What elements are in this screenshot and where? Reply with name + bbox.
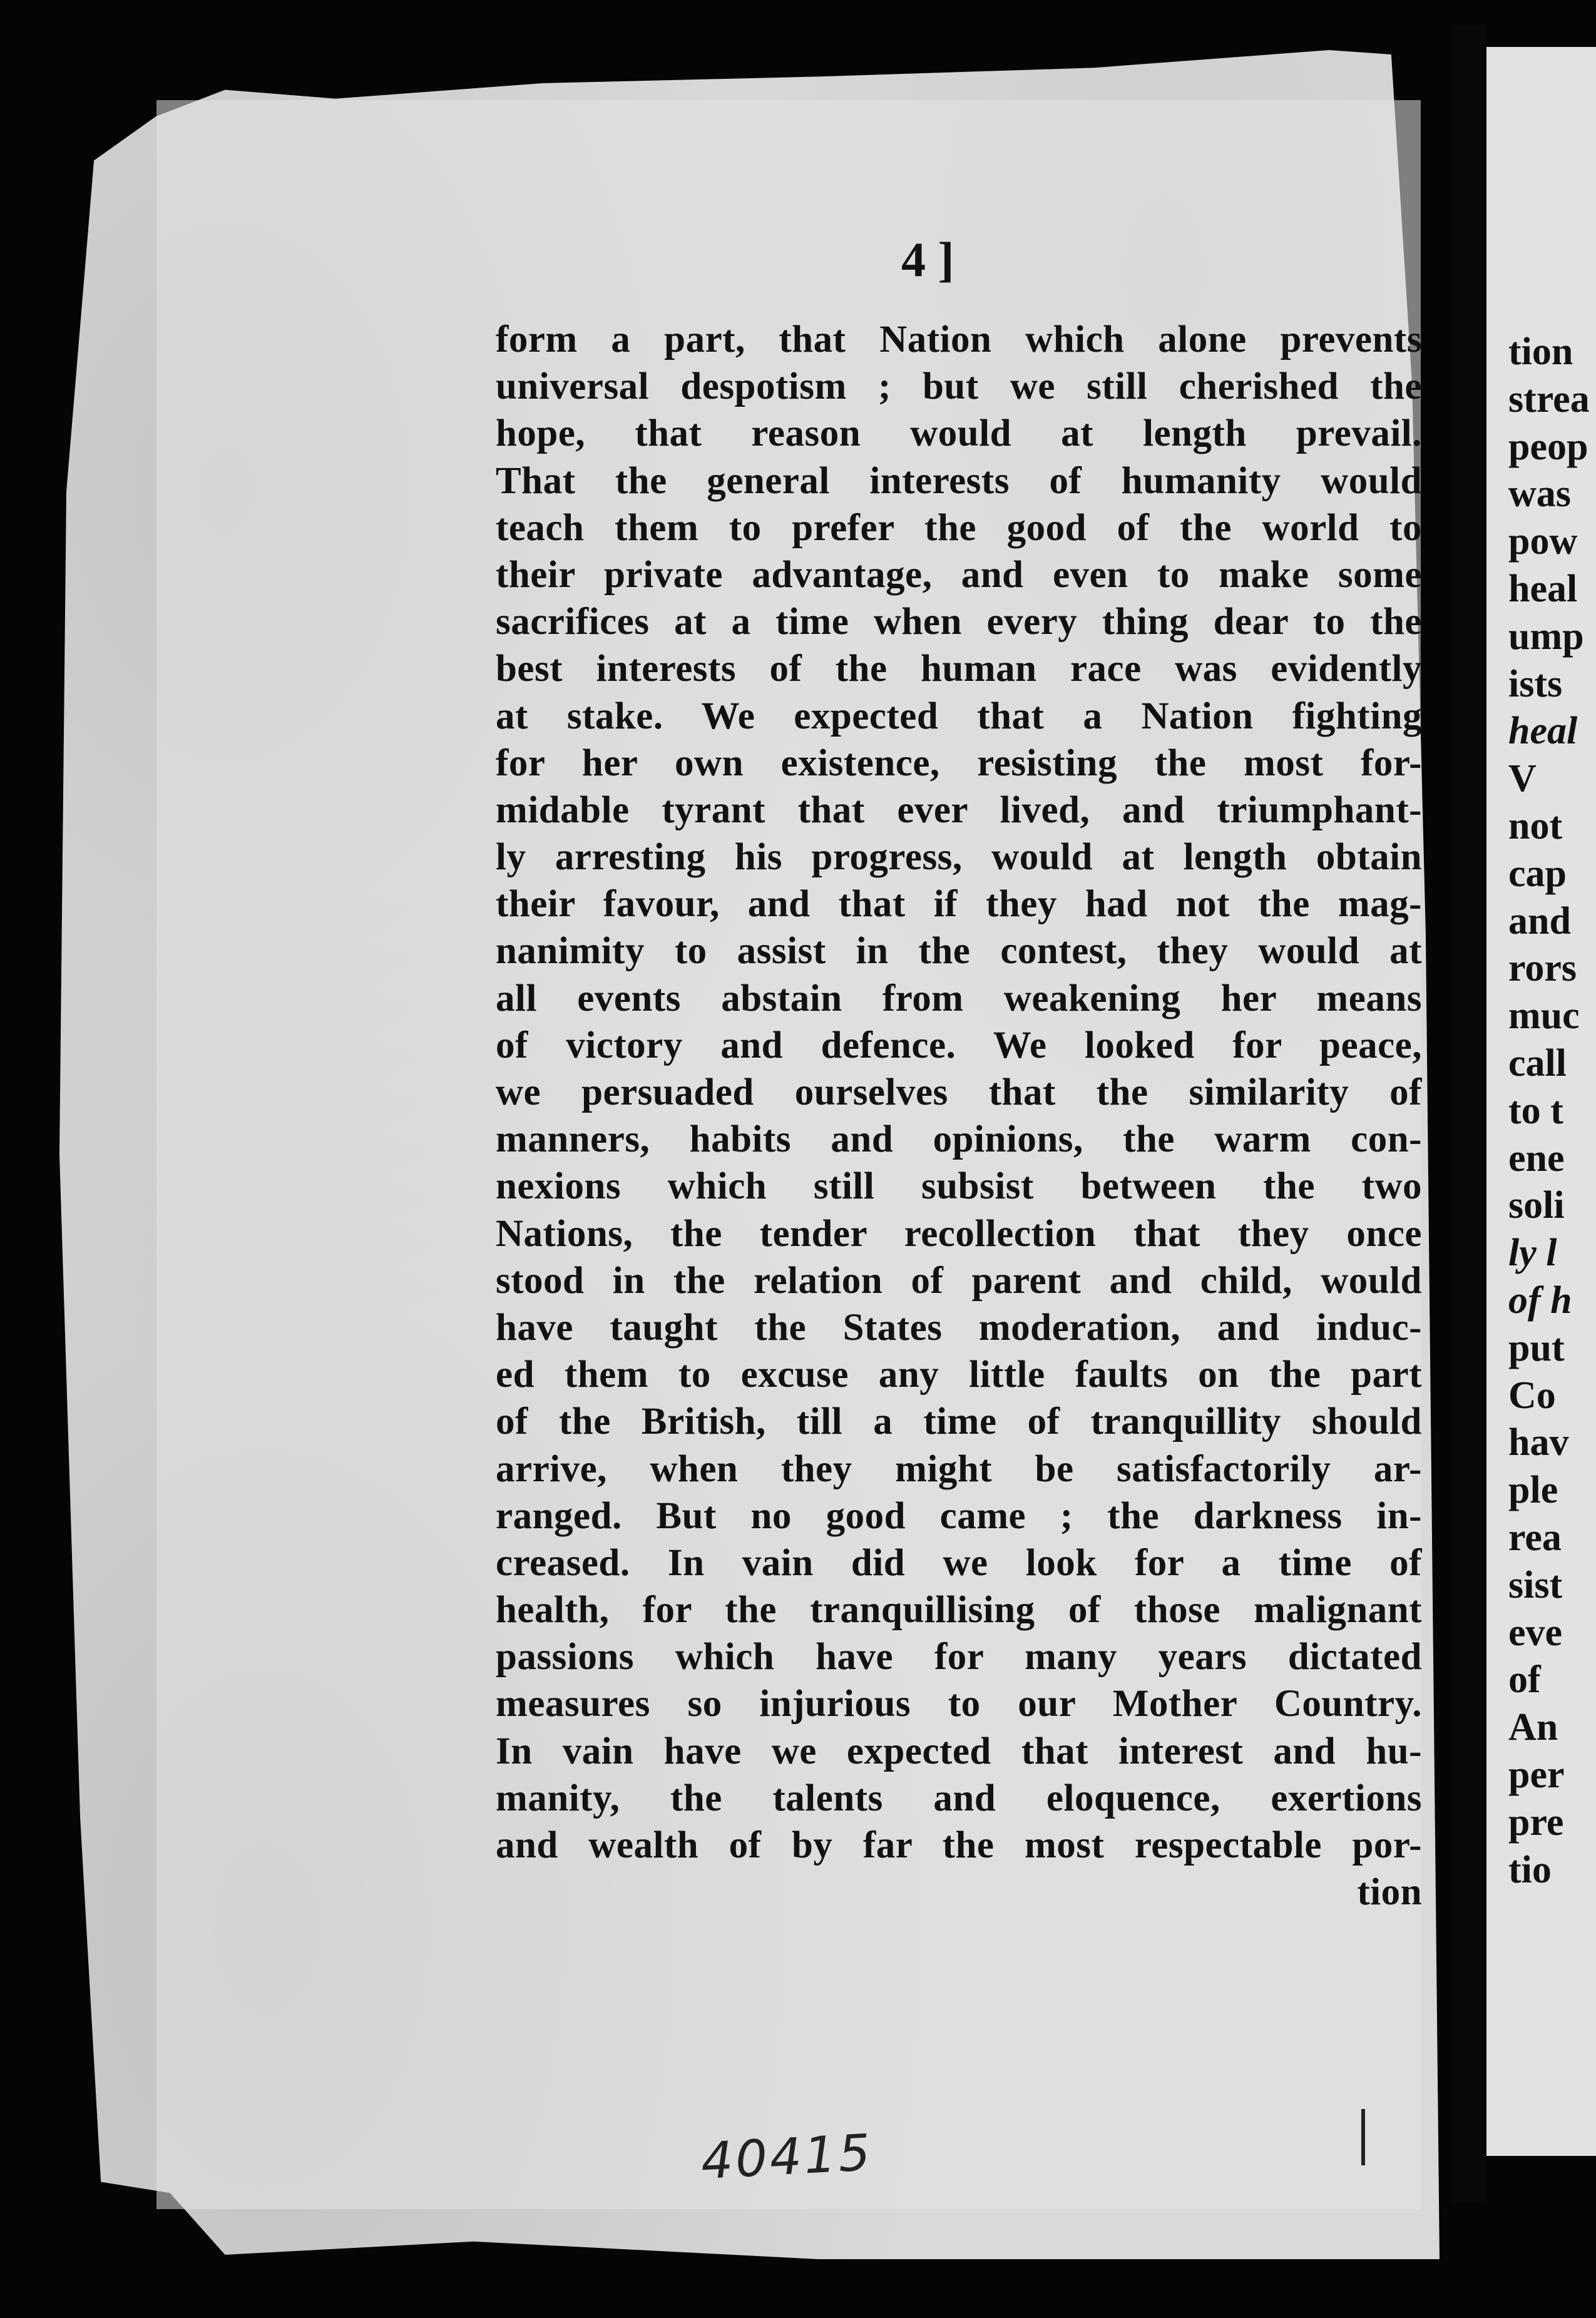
facing-text-line: muc (1508, 994, 1580, 1038)
page-number: 4 ] (901, 232, 954, 287)
facing-text-line: ump (1508, 615, 1584, 658)
facing-text-line: ene (1508, 1136, 1565, 1180)
facing-text-line: soli (1508, 1184, 1565, 1227)
facing-text-line: hav (1508, 1421, 1569, 1464)
page-edge-mark (1361, 2109, 1365, 2165)
facing-page-text (1508, 329, 1590, 1894)
text-line: their private advantage, and even to make some (496, 553, 1422, 596)
facing-text-line: tio (1508, 1848, 1552, 1891)
facing-text-line: V (1508, 757, 1537, 800)
facing-text-line: ly l (1508, 1232, 1557, 1275)
text-line: form a part, that Nation which alone prevents (496, 319, 1422, 360)
text-line: of the British, till a time of tranquillity should (496, 1401, 1422, 1443)
text-line: manners, habits and opinions, the warm con- (496, 1118, 1422, 1161)
facing-text-line: per (1508, 1753, 1565, 1796)
facing-text-line: ists (1508, 662, 1563, 705)
facing-text-line: pow (1508, 520, 1578, 563)
facing-text-line: ple (1508, 1469, 1558, 1512)
facing-text-line: of h (1508, 1279, 1572, 1322)
handwritten-catalog-number: 40415 (699, 2123, 874, 2191)
text-line: we persuaded ourselves that the similarity of (496, 1071, 1422, 1113)
text-line: and wealth of by far the most respectable por- (496, 1824, 1422, 1866)
text-line: nanimity to assist in the contest, they would at (496, 930, 1422, 973)
facing-text-line: heal (1508, 710, 1578, 753)
text-line: ly arresting his progress, would at length obtain (496, 836, 1422, 879)
text-line: health, for the tranquillising of those malignant (496, 1589, 1422, 1631)
text-line: sacrifices at a time when every thing dear to the (496, 601, 1422, 643)
text-line: In vain have we expected that interest and hu- (496, 1730, 1422, 1772)
text-line: their favour, and that if they had not the mag- (496, 883, 1422, 926)
facing-text-line: cap (1508, 852, 1567, 895)
facing-text-line: put (1508, 1326, 1565, 1369)
facing-text-line: to t (1508, 1089, 1563, 1132)
facing-text-line: rea (1508, 1516, 1562, 1559)
facing-text-line: tion (1508, 330, 1573, 373)
text-line: have taught the States moderation, and induc- (496, 1306, 1422, 1349)
text-line: tion (1357, 1871, 1422, 1914)
text-line: That the general interests of humanity would (496, 459, 1422, 502)
text-line: midable tyrant that ever lived, and triumphant- (496, 789, 1422, 831)
facing-text-line: rors (1508, 947, 1577, 990)
text-line: teach them to prefer the good of the world to (496, 506, 1422, 549)
text-line: measures so injurious to our Mother Country. (496, 1683, 1422, 1725)
facing-text-line: pre (1508, 1800, 1564, 1844)
facing-text-line: peop (1508, 425, 1588, 468)
text-line: hope, that reason would at length prevail. (496, 412, 1422, 455)
text-line: for her own existence, resisting the most for- (496, 742, 1422, 784)
text-line: creased. In vain did we look for a time of (496, 1541, 1422, 1584)
facing-text-line: not (1508, 804, 1563, 847)
facing-page (1486, 47, 1596, 2156)
facing-text-line: strea (1508, 377, 1590, 421)
text-line: best interests of the human race was evidently (496, 648, 1422, 690)
text-line: all events abstain from weakening her means (496, 977, 1422, 1019)
facing-text-line: heal (1508, 567, 1578, 610)
book-gutter (1452, 25, 1486, 2203)
text-line: arrive, when they might be satisfactorily ar- (496, 1447, 1422, 1490)
facing-text-line: of (1508, 1658, 1541, 1702)
text-line: universal despotism ; but we still cherished the (496, 365, 1422, 408)
text-line: passions which have for many years dictated (496, 1636, 1422, 1678)
facing-text-line: sist (1508, 1563, 1563, 1606)
facing-text-line: Co (1508, 1374, 1556, 1417)
facing-text-line: was (1508, 472, 1571, 516)
text-line: ed them to excuse any little faults on the part (496, 1354, 1422, 1396)
text-line: manity, the talents and eloquence, exertions (496, 1777, 1422, 1819)
facing-text-line: An (1508, 1706, 1558, 1749)
text-line: Nations, the tender recollection that they once (496, 1212, 1422, 1255)
facing-text-line: and (1508, 899, 1571, 942)
page-body-text (496, 316, 1422, 1916)
text-line: of victory and defence. We looked for peace, (496, 1024, 1422, 1066)
text-line: at stake. We expected that a Nation fighting (496, 695, 1422, 737)
text-line: stood in the relation of parent and child, would (496, 1259, 1422, 1302)
facing-text-line: eve (1508, 1611, 1563, 1654)
text-line: ranged. But no good came ; the darkness in- (496, 1494, 1422, 1537)
text-line: nexions which still subsist between the two (496, 1165, 1422, 1208)
facing-text-line: call (1508, 1041, 1567, 1085)
